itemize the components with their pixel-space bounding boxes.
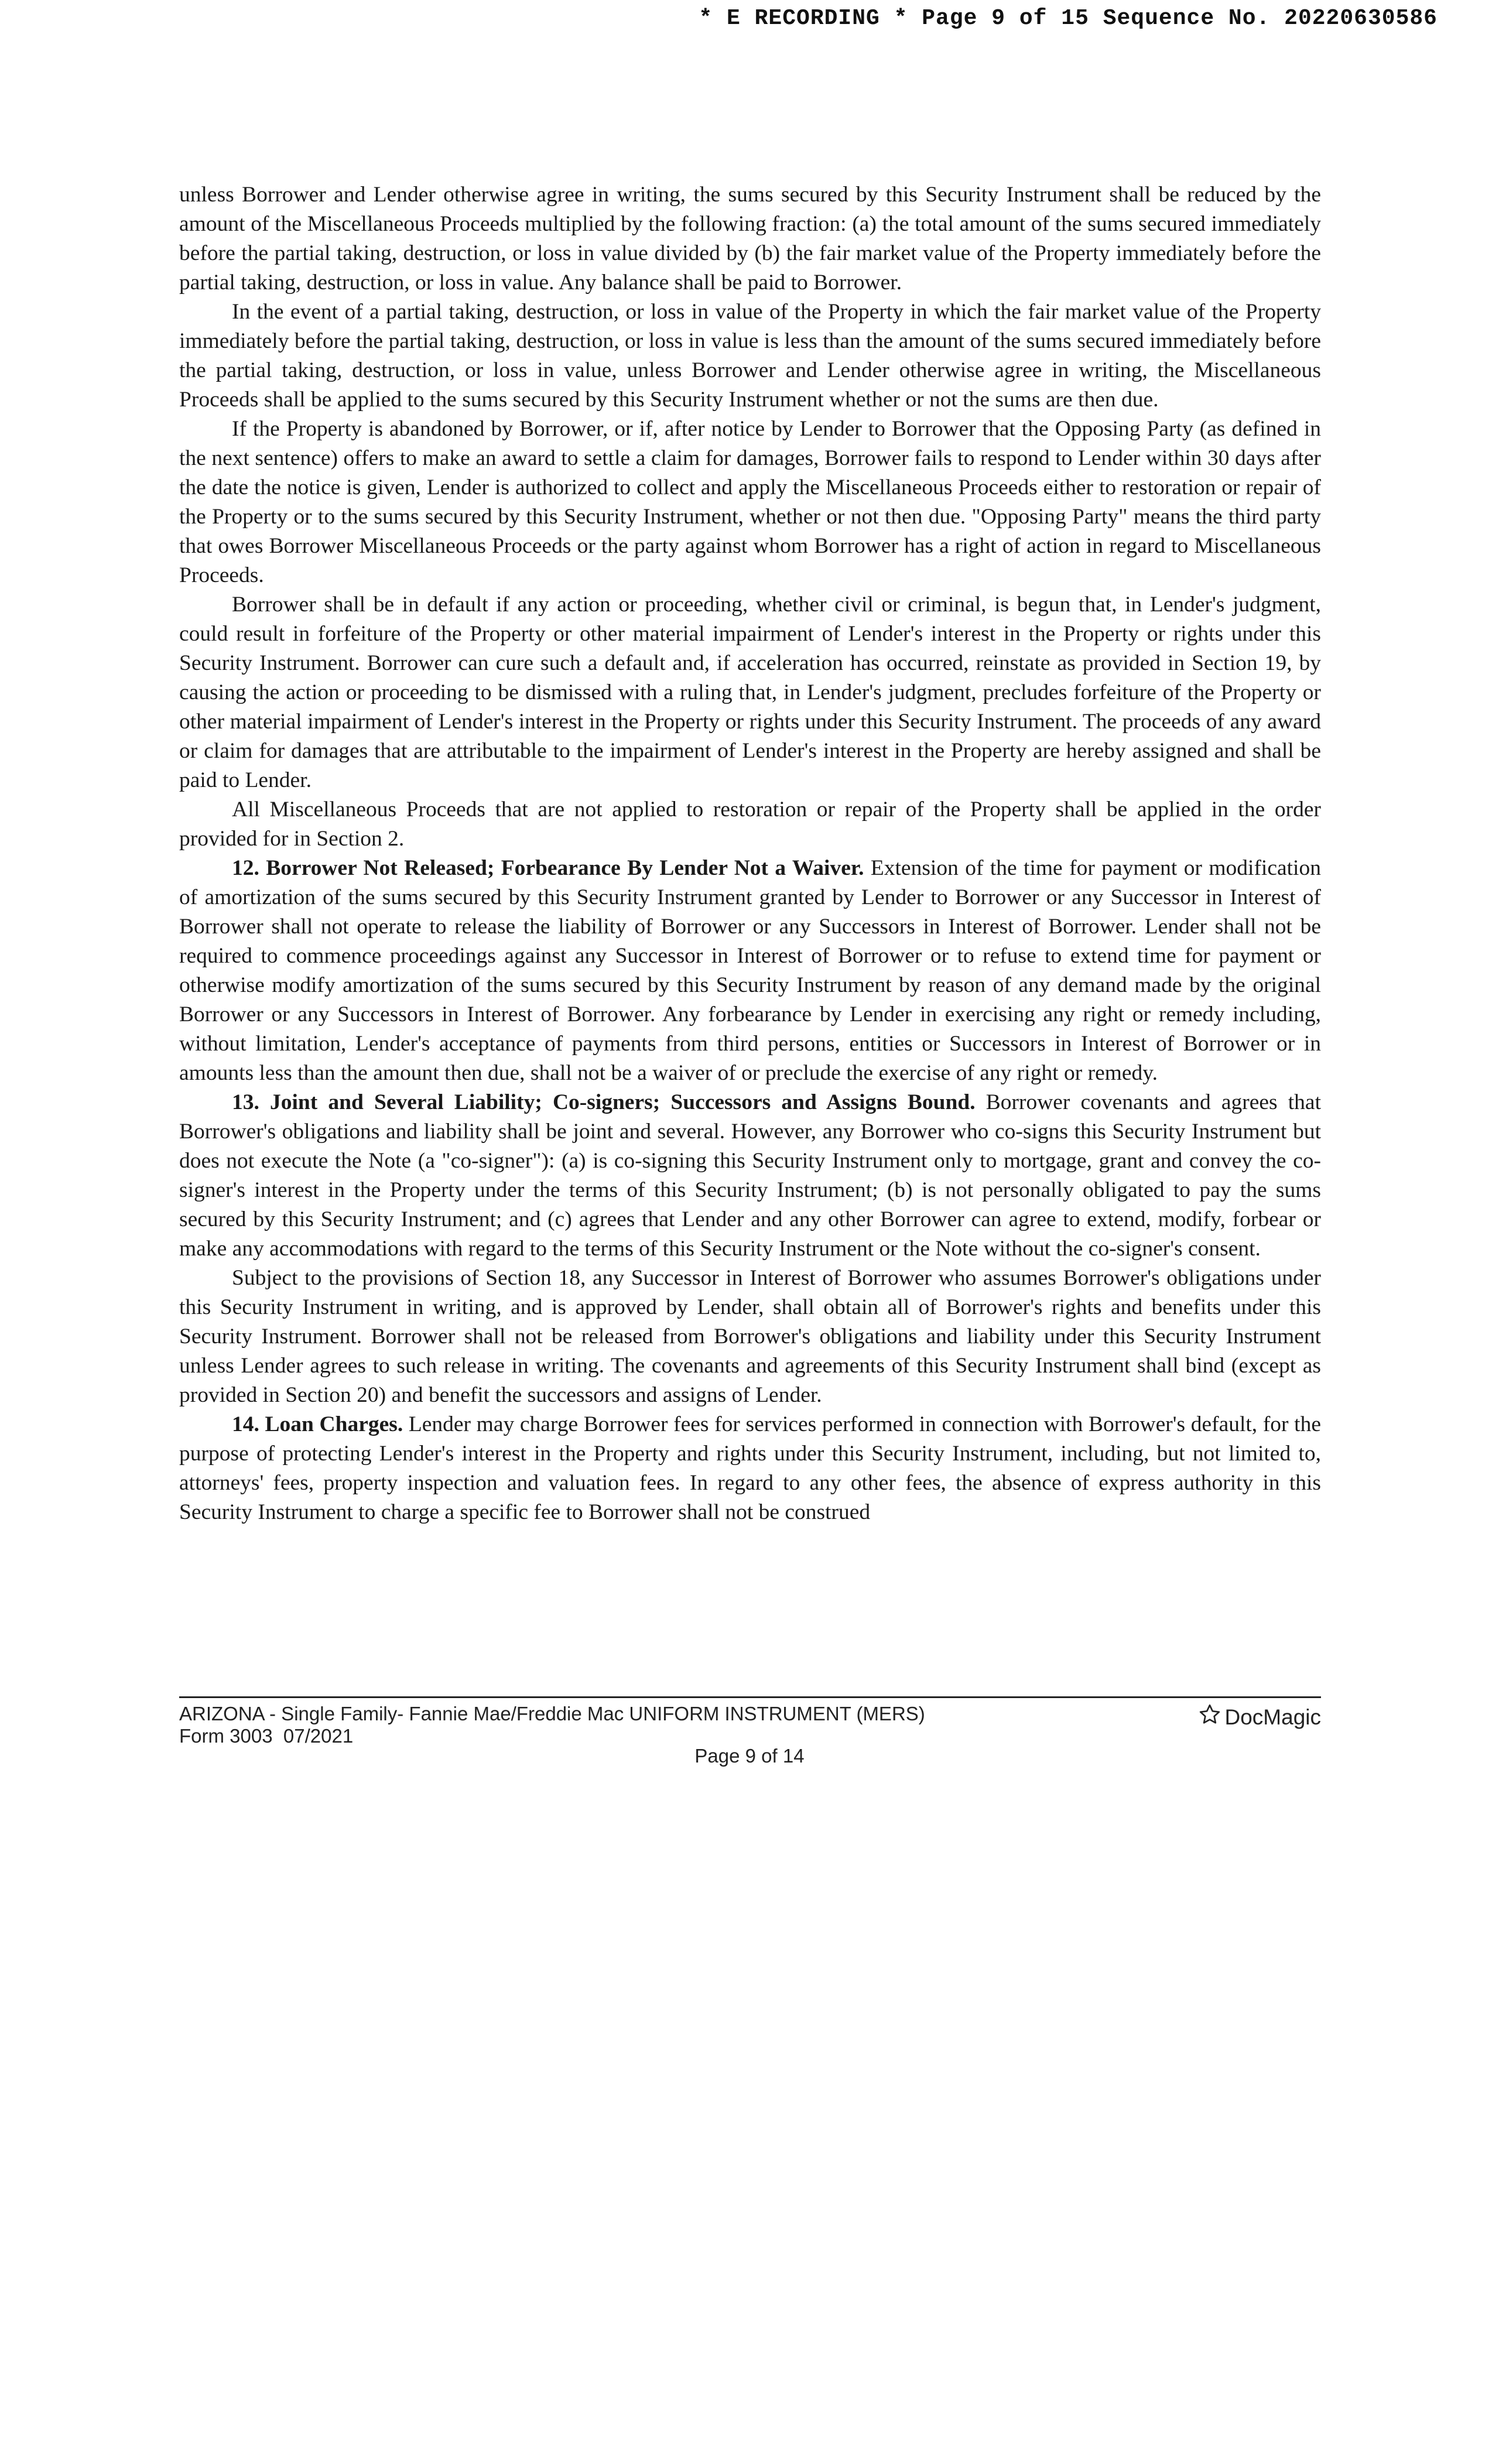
section-13	[179, 1088, 1321, 1264]
paragraph-successors: Subject to the provisions of Section 18, any Successor in Interest of Borrower who assumes Borrower's obligations under this Security Instrument in writing, and is approved by Lender, shall obtain all of Borrower's rights and benefits under this Security Instrument. Borrower shall not be released from Borrower's obligations and liability under this Security Instrument unless Lender agrees to such release in writing. The covenants and agreements of this Security Instrument shall bind (except as provided in Section 20) and benefit the successors and assigns of Lender.	[179, 1266, 1321, 1407]
brand-name: DocMagic	[1224, 1705, 1321, 1729]
section-14	[179, 1410, 1321, 1527]
paragraph-abandonment: If the Property is abandoned by Borrower, or if, after notice by Lender to Borrower that the Opposing Party (as defined in the next sentence) offers to make an award to settle a claim for damages, Borrower fails to respond to Lender within 30 days after the date the notice is given, Lender is authorized to collect and apply the Miscellaneous Proceeds either to restoration or repair of the Property or to the sums secured by this Security Instrument, whether or not then due. "Opposing Party" means the third party that owes Borrower Miscellaneous Proceeds or the party against whom Borrower has a right of action in regard to Miscellaneous Proceeds.	[179, 417, 1321, 587]
section-12-heading: 12. Borrower Not Released; Forbearance By Lender Not a Waiver.	[232, 856, 864, 880]
paragraph-partial-taking: In the event of a partial taking, destruction, or loss in value of the Property in which the fair market value of the Property immediately before the partial taking, destruction, or loss in value is less than the amount of the sums secured immediately before the partial taking, destruction, or loss in value, unless Borrower and Lender otherwise agree in writing, the Miscellaneous Proceeds shall be applied to the sums secured by this Security Instrument whether or not the sums are then due.	[179, 300, 1321, 412]
section-14-heading: 14. Loan Charges.	[232, 1412, 403, 1436]
section-13-heading: 13. Joint and Several Liability; Co-signers; Successors and Assigns Bound.	[232, 1090, 976, 1114]
footer-brand	[1198, 1703, 1322, 1731]
paragraph-default-action: Borrower shall be in default if any action or proceeding, whether civil or criminal, is begun that, in Lender's judgment, could result in forfeiture of the Property or other material impairment of Lender's interest in the Property or rights under this Security Instrument. Borrower can cure such a default and, if acceleration has occurred, reinstate as provided in Section 19, by causing the action or proceeding to be dismissed with a ruling that, in Lender's judgment, precludes forfeiture of the Property or other material impairment of Lender's interest in the Property or rights under this Security Instrument. The proceeds of any award or claim for damages that are attributable to the impairment of Lender's interest in the Property are hereby assigned and shall be paid to Lender.	[179, 593, 1321, 792]
section-12	[179, 854, 1321, 1088]
paragraph-proceeds-reduction: unless Borrower and Lender otherwise agree in writing, the sums secured by this Security Instrument shall be reduced by the amount of the Miscellaneous Proceeds multiplied by the following fraction: (a) the total amount of the sums secured immediately before the partial taking, destruction, or loss in value divided by (b) the fair market value of the Property immediately before the partial taking, destruction, or loss in value. Any balance shall be paid to Borrower.	[179, 183, 1321, 295]
section-14-text: Lender may charge Borrower fees for services performed in connection with Borrower's default, for the purpose of protecting Lender's interest in the Property and rights under this Security Instrument, including, but not limited to, attorneys' fees, property inspection and valuation fees. In regard to any other fees, the absence of express authority in this Security Instrument to charge a specific fee to Borrower shall not be construed	[179, 1412, 1321, 1524]
document-body	[179, 180, 1321, 1527]
footer-page-number: Page 9 of 14	[694, 1745, 805, 1767]
paragraph-unapplied-proceeds: All Miscellaneous Proceeds that are not applied to restoration or repair of the Property shall be applied in the order provided for in Section 2.	[179, 798, 1321, 851]
footer-form-title: ARIZONA - Single Family- Fannie Mae/Freddie Mac UNIFORM INSTRUMENT (MERS)	[179, 1703, 925, 1724]
footer-form-number: Form 3003 07/2021	[179, 1725, 354, 1747]
footer-divider	[179, 1696, 1321, 1698]
section-13-text: Borrower covenants and agrees that Borrower's obligations and liability shall be joint and several. However, any Borrower who co-signs this Security Instrument but does not execute the Note (a "co-signer"): (a) is co-signing this Security Instrument only to mortgage, grant and convey the co-signer's interest in the Property under the terms of this Security Instrument; (b) is not personally obligated to pay the sums secured by this Security Instrument; and (c) agrees that Lender and any other Borrower can agree to extend, modify, forbear or make any accommodations with regard to the terms of this Security Instrument or the Note without the co-signer's consent.	[179, 1090, 1321, 1261]
footer-form-info	[179, 1703, 925, 1747]
section-12-text: Extension of the time for payment or modification of amortization of the sums secured by this Security Instrument granted by Lender to Borrower or any Successor in Interest of Borrower shall not operate to release the liability of Borrower or any Successors in Interest of Borrower. Lender shall not be required to commence proceedings against any Successor in Interest of Borrower or to refuse to extend time for payment or otherwise modify amortization of the sums secured by this Security Instrument by reason of any demand made by the original Borrower or any Successors in Interest of Borrower. Any forbearance by Lender in exercising any right or remedy including, without limitation, Lender's acceptance of payments from third persons, entities or Successors in Interest of Borrower or in amounts less than the amount then due, shall not be a waiver of or preclude the exercise of any right or remedy.	[179, 856, 1321, 1085]
recording-stamp: * E RECORDING * Page 9 of 15 Sequence No. 20220630586	[699, 6, 1438, 31]
star-outline-icon	[1198, 1703, 1221, 1731]
